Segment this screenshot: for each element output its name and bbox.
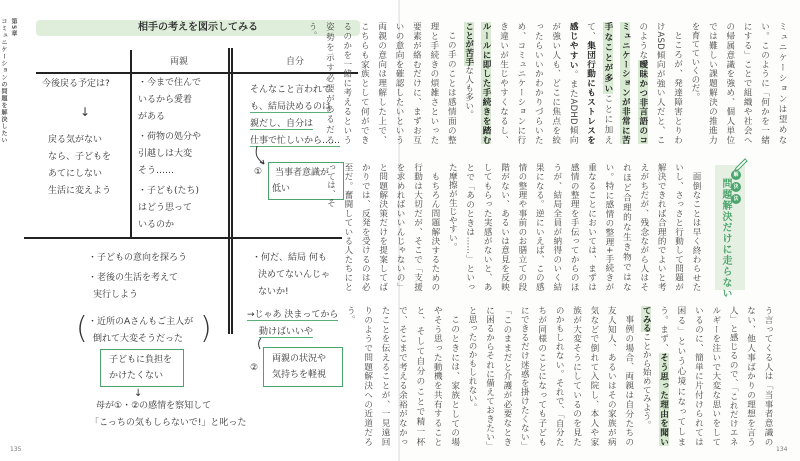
body-text-middle bbox=[325, 163, 704, 291]
column-header-parents: 両親 bbox=[170, 57, 189, 67]
decision-line-underlined: 動けばいいや bbox=[259, 327, 314, 337]
column-header-self: 自分 bbox=[286, 57, 305, 67]
box-line: 当事者意識が bbox=[275, 168, 330, 178]
bold-phrase: 集団行動にもストレスを感じやすい bbox=[568, 22, 596, 144]
conclusion-line: 「こっちの気もしらないで!」と叱った bbox=[90, 418, 247, 428]
text-run: このときには、家族としての場やそう思った動機を共有することと、そして自分のことで精一杯で、そこまで考える余裕がなかったことを伝えることが、一見遠回りのようで問題解決への近道だろう。 bbox=[345, 306, 460, 446]
text-run: ことから始めてみよう。 bbox=[641, 332, 652, 430]
left-conclusion-line: 戻る気がない bbox=[48, 135, 103, 145]
box-line: 両親の状況や bbox=[272, 354, 327, 364]
parents-box bbox=[100, 349, 184, 387]
parents-line: ・荷物の処分や bbox=[138, 132, 202, 142]
paragraph bbox=[637, 306, 776, 446]
reaction-line: ないか! bbox=[258, 287, 289, 297]
paragraph bbox=[341, 306, 463, 446]
down-arrow-icon: ↓ bbox=[80, 105, 91, 119]
label-number-2: ② bbox=[250, 363, 259, 373]
text-run: ことに加えて、 bbox=[585, 22, 613, 144]
self-decision bbox=[247, 307, 338, 341]
chapter-number: 第5章 bbox=[10, 18, 17, 38]
parents-plan bbox=[88, 250, 187, 304]
note-line: ・近所のAさんもご主人が bbox=[88, 317, 194, 327]
plan-line: ・老後の生活を考えて bbox=[88, 273, 179, 283]
conclusion-line: 母が①・②の感情を察知して bbox=[96, 401, 212, 411]
parents-line: がある bbox=[138, 112, 166, 122]
text-run: 事例の場合、両親は自分たちの友人知人、あるいはその家族が病気などで倒れて入院し、本人や家族が大変そうにしているのを見たのかもしれない。それで、「自分たちが同様のことになっても子どもにできるだけ迷惑を掛けたくない」「このままだと介護が必要なときに困るからそれに備えておきたい」と思ったのかもしれない。 bbox=[467, 306, 634, 446]
reaction-line: ・何だ、結局 何も bbox=[252, 253, 327, 263]
page-number-left: 135 bbox=[10, 446, 22, 453]
badge-char: 解 bbox=[731, 170, 741, 180]
self-line-underlined: 親だし、自分は bbox=[250, 119, 314, 129]
chapter-title: コミュニケーションの問題を解決したい bbox=[0, 18, 7, 144]
paragraph bbox=[321, 163, 443, 291]
label-number-1: ① bbox=[254, 167, 263, 177]
body-text-bottom bbox=[345, 306, 776, 447]
close-paren-icon: ) bbox=[200, 311, 212, 346]
box-line: 子どもに負担を bbox=[109, 355, 173, 365]
parents-line: いるのか bbox=[138, 220, 175, 230]
text-run: 面倒なことは早く終わらせたいし、さっさと行動して問題が解決できれば合理的でよいと考えがちだが、残念ながら人はそれほど合理的な生き物ではない。特に感情の整理+手続きが重なることにおいては、まずは感情の整理を手伝ってからのほうが、結局全員が納得のいく結果になる。逆にいえば、この感情の整理や事前のお膳立ての段階がない、あるいは意見を反映してもらった実感がないと、あとで「あのときは……」といった摩擦が生じやすい。 bbox=[447, 163, 701, 291]
table-col-divider-2a bbox=[228, 48, 230, 334]
highlighted-phrase: ルールに即した手続きを踏むことが苦手 bbox=[463, 22, 492, 144]
text-run: この手のことは感情面の整理と手続きの煩雑さといった要素が絡むだけに、まずお互いの意向を確認したいという両親の意向は理解した上で、こちらも家族として何ができるのかを一緒に考えるという姿勢を示す必要があるだろう。 bbox=[307, 22, 457, 144]
text-run: ミュニケーションは望めない。このように「何かを一緒にする」ことで組織や社会への帰属意識を強め、個人単位では難しい課題解決の推進力を育てていくのだ。 bbox=[689, 22, 787, 144]
decision-line-underlined: →じゃあ 決まってから bbox=[247, 310, 339, 320]
box-line: 気持ちを軽視 bbox=[272, 370, 327, 380]
text-run: 。またADHD傾向が強い人も、どこに焦点を絞ったらいいかわかりづらいため、コミュニケーションに行き違いが生じやすくなるし、 bbox=[498, 22, 579, 144]
badge-char: 法 bbox=[731, 194, 741, 204]
self-line-underlined: 仕事で忙しいから…… bbox=[250, 136, 341, 146]
left-conclusion-line: なら、子どもを bbox=[48, 152, 112, 162]
paragraph bbox=[303, 22, 460, 144]
table-col-divider-2b bbox=[231, 48, 233, 334]
paragraph bbox=[463, 306, 637, 446]
reaction-line: 決めてないんじゃ bbox=[258, 270, 331, 280]
paragraph bbox=[459, 22, 685, 144]
parents-line: 引越しは大変 bbox=[138, 149, 193, 159]
page-number-right: 134 bbox=[776, 446, 788, 453]
note-line: 倒れて大変そうだった bbox=[93, 334, 184, 344]
paragraph bbox=[443, 163, 704, 291]
left-conclusion bbox=[48, 132, 111, 200]
highlighted-phrase: そう思った理由を聞いてみる bbox=[641, 306, 669, 447]
self-reaction bbox=[252, 250, 330, 301]
paragraph bbox=[686, 22, 790, 144]
left-conclusion-line: あてにしない bbox=[48, 169, 103, 179]
text-run: な人も多い。 bbox=[463, 66, 474, 119]
text-run: ところが、発達障害とりわけASD傾向が強い人だと、このような bbox=[637, 22, 683, 144]
bracket-note bbox=[88, 314, 193, 348]
self-box-2 bbox=[263, 347, 343, 387]
left-conclusion-line: 生活に変えよう bbox=[48, 186, 112, 196]
diagram-conclusion bbox=[90, 398, 247, 432]
badge-char: 決 bbox=[731, 182, 741, 192]
self-line-underlined: も、結局決めるのは bbox=[250, 102, 332, 112]
plan-line: 実行しよう bbox=[93, 290, 139, 300]
parents-line: はどう思って bbox=[138, 203, 193, 213]
self-line: そんなこと言われて bbox=[250, 85, 332, 95]
box-line: かけたくない bbox=[109, 371, 164, 381]
pencil-icon bbox=[733, 155, 749, 171]
diagram-title: 相手の考えを図示してみる bbox=[36, 20, 360, 36]
question-text: 今後戻る予定は? bbox=[42, 79, 110, 89]
parents-line: いるから愛着 bbox=[138, 95, 193, 105]
parents-thoughts bbox=[138, 75, 201, 234]
chapter-tab bbox=[0, 18, 18, 144]
parents-line: ・子ども(たち) bbox=[138, 186, 200, 196]
open-paren-icon: ( bbox=[76, 311, 88, 346]
parents-line: ・今まで住んで bbox=[138, 78, 202, 88]
plan-line: ・子どもの意向を探ろう bbox=[88, 253, 188, 263]
tip-title: 問題解決だけに走らない bbox=[720, 178, 731, 299]
table-row-divider bbox=[24, 237, 342, 239]
body-text-top bbox=[307, 22, 790, 144]
highlighted-phrase: 曖昧かつ非言語のコミュニケーションが非常に苦手なことが多い bbox=[602, 22, 648, 144]
parents-line: そう…… bbox=[138, 166, 175, 176]
text-run: う言ってくる人は「当事者意識のない、他人事ばかりの理想を言う人」と感じるので、「これだけエネルギーを注いで大変な思いをしているのに、簡単に片付けられては困る」という心境になってしまう。まず、 bbox=[658, 306, 773, 446]
text-run: もちろん問題解決するための行動は大切だが、そこで「支援を求めればいいんじゃないの」と問題解決策だけを提案してばかりでは、反発を受けるのは必至だ。奮闘している人たちにとっては、そ bbox=[325, 163, 440, 291]
table-col-divider-1 bbox=[130, 50, 132, 238]
box-line: 低い bbox=[272, 184, 291, 194]
down-arrow-icon: ↓ bbox=[134, 388, 143, 399]
